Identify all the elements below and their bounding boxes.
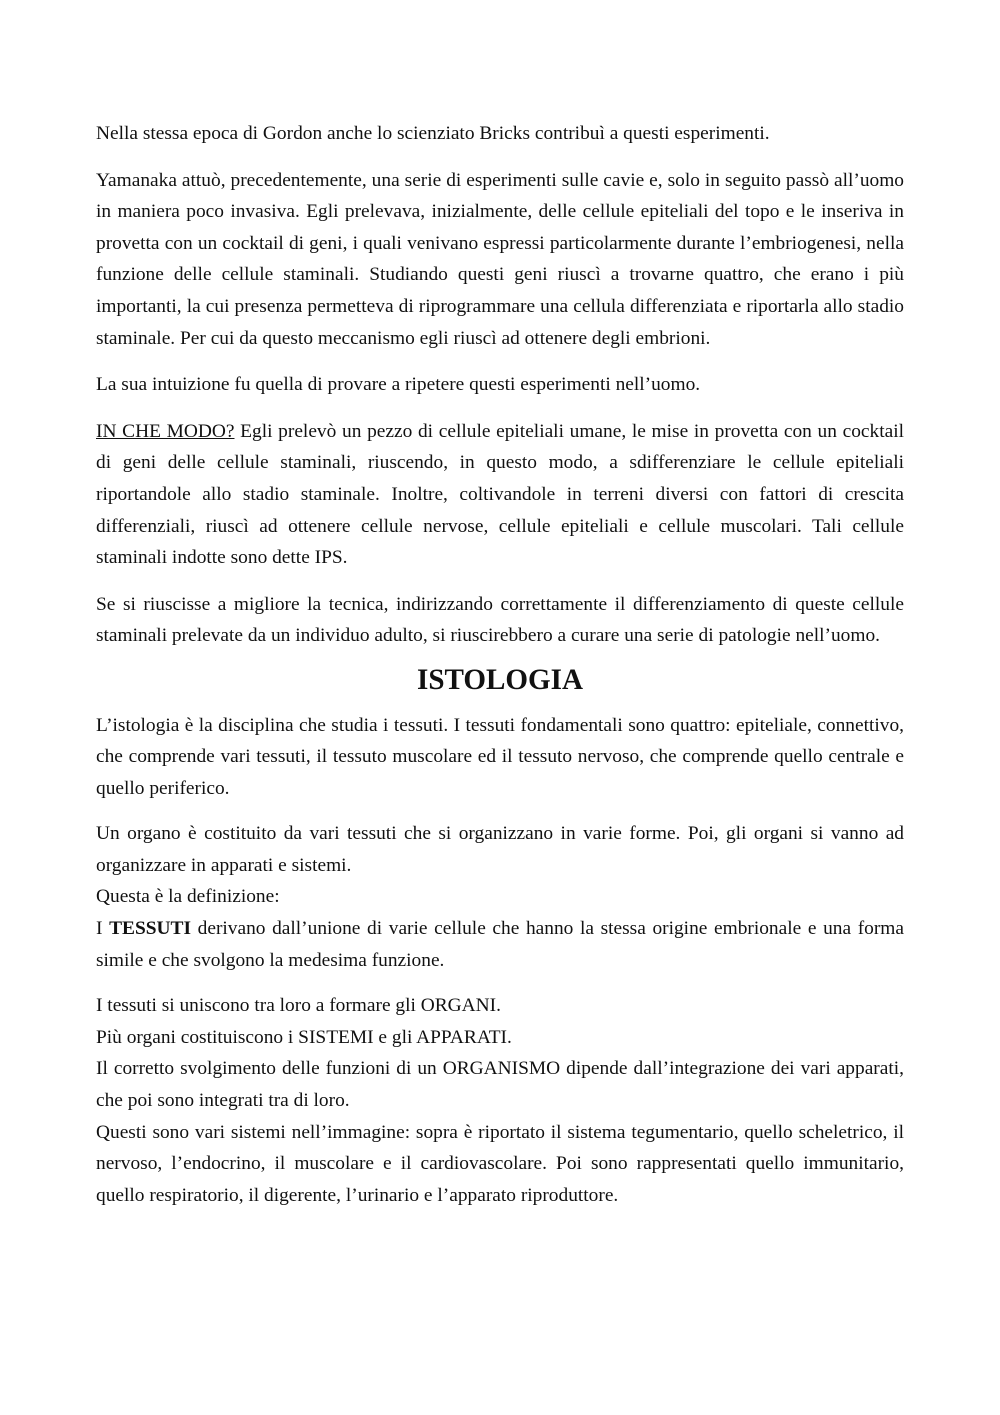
paragraph-istologia-definition: L’istologia è la disciplina che studia i tessuti. I tessuti fondamentali sono quattro: epiteliale, connettivo, che comprende vari tessuti, il tessuto muscolare ed il tessuto nervoso, che comprende quello centrale e quello periferico. (96, 714, 904, 799)
paragraph-tessuti (96, 913, 904, 976)
paragraph-bricks: Nella stessa epoca di Gordon anche lo scienziato Bricks contribuì a questi esperimenti. (96, 123, 770, 144)
paragraph-yamanaka: Yamanaka attuò, precedentemente, una serie di esperimenti sulle cavie e, solo in seguito passò all’uomo in maniera poco invasiva. Egli prelevava, inizialmente, delle cellule epiteliali del topo e le inseriva in provetta con un cocktail di geni, i quali venivano espressi particolarmente durante l’embriogenesi, nella funzione delle cellule staminali. Studiando questi geni riuscì a trovarne quattro, che erano i più importanti, la cui presenza permetteva di riprogrammare una cellula differenziata e riportarla allo stadio staminale. Per cui da questo meccanismo egli riuscì ad ottenere degli embrioni. (96, 169, 904, 349)
paragraph-intuition: La sua intuizione fu quella di provare a ripetere questi esperimenti nell’uomo. (96, 374, 701, 396)
document-page (96, 118, 904, 1211)
paragraph-organo: Un organo è costituito da vari tessuti che si organizzano in varie forme. Poi, gli organi si vanno ad organizzare in apparati e sistemi. (96, 823, 904, 876)
paragraph-sistemi: Più organi costituiscono i SISTEMI e gli APPARATI. (96, 1026, 512, 1048)
paragraph-organi: I tessuti si uniscono tra loro a formare gli ORGANI. (96, 995, 501, 1017)
paragraph-sistemi-immagine: Questi sono vari sistemi nell’immagine: sopra è riportato il sistema tegumentario, quello scheletrico, il nervoso, l’endocrino, il muscolare e il cardiovascolare. Poi sono rappresentati quello immunitario, quello respiratorio, il digerente, l’urinario e l’apparato riproduttore. (96, 1121, 904, 1206)
section-heading: ISTOLOGIA (417, 663, 583, 696)
paragraph-technique: Se si riuscisse a migliore la tecnica, indirizzando correttamente il differenziamento di queste cellule staminali prelevate da un individuo adulto, si riuscirebbero a curare una serie di patologie nell’uomo. (96, 593, 904, 647)
paragraph-in-che-modo-text: Egli prelevò un pezzo di cellule epiteliali umane, le mise in provetta con un cocktail di geni delle cellule staminali, riuscendo, in questo modo, a sdifferenziare le cellule epiteliali riportandole allo stadio staminale. Inoltre, coltivandole in terreni diversi con fattori di crescita differenziali, riuscì ad ottenere cellule nervose, cellule epiteliali e cellule muscolari. Tali cellule staminali indotte sono dette IPS. (96, 420, 904, 569)
tessuti-bold-term: TESSUTI (109, 918, 192, 940)
tessuti-lead: I (96, 918, 110, 940)
underlined-question: IN CHE MODO? (96, 420, 235, 442)
paragraph-definizione-label: Questa è la definizione: (96, 886, 280, 908)
paragraph-organismo: Il corretto svolgimento delle funzioni di un ORGANISMO dipende dall’integrazione dei vari apparati, che poi sono integrati tra di loro. (96, 1058, 904, 1112)
paragraph-in-che-modo (96, 416, 904, 574)
tessuti-text: derivano dall’unione di varie cellule che hanno la stessa origine embrionale e una forma simile e che svolgono la medesima funzione. (96, 918, 904, 971)
